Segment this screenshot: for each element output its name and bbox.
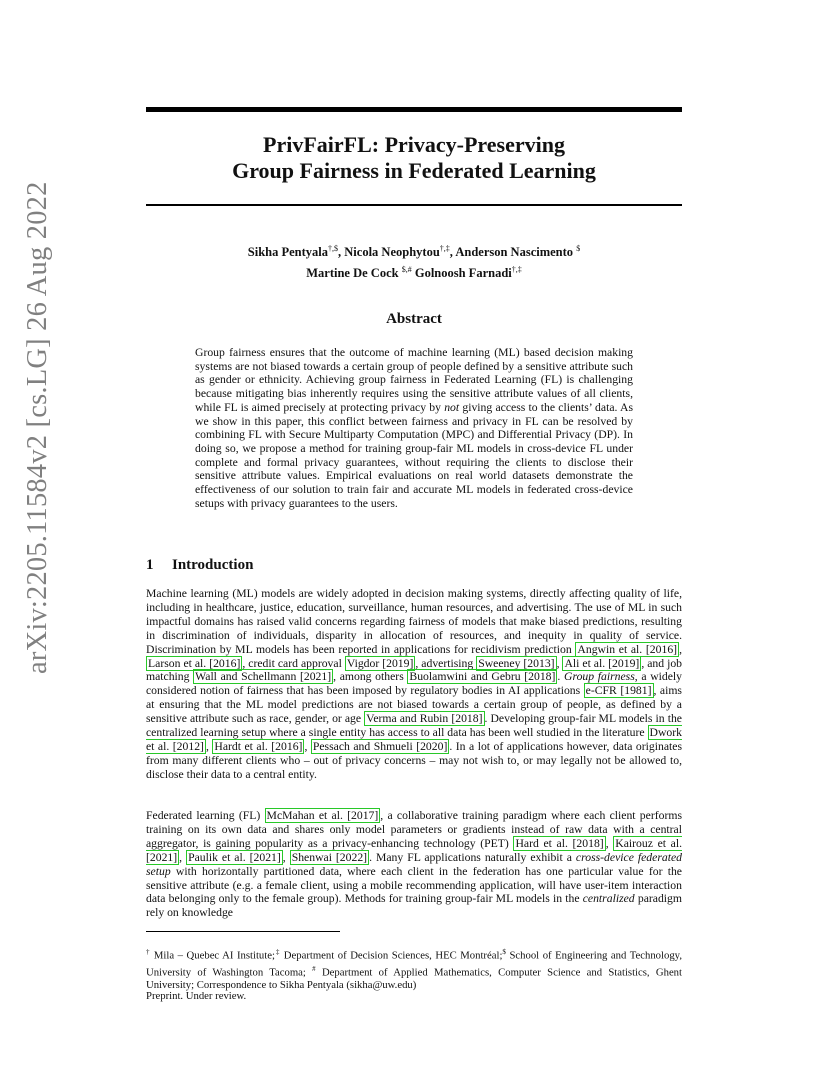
abstract-emphasis: not — [444, 400, 460, 414]
body-text: , a collaborative training paradigm where each client performs training on its own data and shares only model parameters or gradients instead of raw data with a central aggregator, is gaining popularity as a privacy-enhancing technology (PET) — [146, 809, 682, 850]
footnote-text: Mila – Quebec AI Institute; — [150, 949, 275, 962]
citation-link[interactable]: McMahan et al. [2017] — [266, 809, 379, 822]
author-affiliation-marks: †,‡ — [511, 265, 522, 275]
citation-link[interactable]: Angwin et al. [2016] — [577, 642, 678, 656]
citation-link[interactable]: Vigdor [2019] — [346, 656, 414, 670]
paper-title — [146, 132, 682, 184]
body-text: . In a lot of applications however, data originates from many different clients who – out of privacy concerns – may not wish to, or may legally not be allowed to, disclose their data to a central entity. — [146, 739, 682, 781]
section-title: Introduction — [172, 557, 254, 573]
body-text: paradigm rely on knowledge — [146, 892, 682, 920]
footnote-text: Department of Decision Sciences, HEC Montréal; — [280, 949, 503, 962]
footnote-mark: $ — [502, 948, 506, 956]
citation-link[interactable]: Kairouz et al. [2021] — [146, 836, 682, 864]
footnote-mark: † — [146, 948, 151, 956]
footnote-text: School of Engineering and Technology, University of Washington Tacoma; — [146, 949, 682, 979]
body-text: , — [282, 850, 290, 864]
preprint-note: Preprint. Under review. — [146, 990, 247, 1002]
body-text: , a widely considered notion of fairness that has been imposed by regulatory bodies in AI applications — [146, 670, 683, 698]
citation-link[interactable]: Verma and Rubin [2018] — [366, 712, 483, 726]
author-line-2 — [146, 261, 682, 282]
footnote-text: Department of Applied Mathematics, Computer Science and Statistics, Ghent University; Correspondence to Sikha Pentyala (sikha@uw.edu) — [146, 966, 682, 992]
citation-link[interactable]: Paulik et al. [2021] — [188, 850, 281, 864]
body-emphasis: centralized — [582, 892, 635, 906]
citation-link[interactable]: Pessach and Shmueli [2020] — [312, 739, 448, 753]
body-emphasis: Group fairness — [564, 670, 635, 684]
citation-link[interactable]: Dwork et al. [2012] — [146, 726, 682, 753]
section-number: 1 — [146, 557, 154, 573]
author-name: Nicola Neophytou — [344, 245, 440, 260]
title-bottom-rule — [146, 204, 682, 206]
arxiv-identifier-stamp: arXiv:2205.11584v2 [cs.LG] 26 Aug 2022 — [22, 181, 53, 674]
body-text: , — [179, 850, 187, 864]
citation-link[interactable]: Wall and Schellmann [2021] — [195, 670, 332, 684]
abstract-text-part: giving access to the clients’ data. As we show in this paper, this conflict between fairness and privacy in FL can be resolved by combining FL with Secure Multiparty Computation (MPC) and Differential Privacy (DP). In doing so, we propose a method for training group-fair ML models in cross-device FL under complete and formal privacy guarantees, without requiring the clients to disclose their sensitive attribute values. Empirical evaluations on real world datasets demonstrate the effectiveness of our solution to train fair and accurate ML models in federated cross-device setups with privacy guarantees to the users. — [195, 400, 633, 510]
body-text: , advertising — [415, 656, 477, 670]
footnote-mark: # — [312, 964, 316, 973]
author-line-1: Sikha Pentyala†,$, Nicola Neophytou†,‡, Anderson Nascimento $ — [247, 244, 581, 260]
title-top-rule — [146, 107, 682, 112]
affiliations-footnote — [146, 946, 682, 992]
author-name: Anderson Nascimento — [455, 245, 574, 260]
author-list — [146, 240, 682, 282]
body-text: , aims at ensuring that the ML model predictions are not biased towards a certain group of people, as defined by a sensitive attribute such as race, gender, or age — [146, 684, 682, 726]
citation-link[interactable]: Hardt et al. [2016] — [214, 739, 303, 753]
abstract-heading: Abstract — [386, 311, 442, 327]
body-text: . Developing group-fair ML models in the centralized learning setup where a single entity has access to all data has been well studied in the literature — [146, 712, 682, 740]
body-text: , — [605, 836, 614, 850]
body-text: , — [205, 739, 213, 753]
citation-link[interactable]: Ali et al. [2019] — [564, 656, 640, 670]
citation-link[interactable]: Shenwai [2022] — [291, 850, 368, 864]
body-text: with horizontally partitioned data, where each client in the federation has one particular value for the sensitive attribute (e.g. a female client, using a mobile recommending application, will have user-item interaction data belonging only to the female group). Methods for training group-fair ML models in the — [146, 864, 682, 906]
citation-link[interactable]: Buolamwini and Gebru [2018] — [409, 670, 556, 684]
citation-link[interactable]: Hard et al. [2018] — [515, 836, 604, 850]
intro-paragraph-1 — [146, 587, 682, 782]
author-affiliation-marks: †,‡ — [439, 244, 450, 253]
body-text: , among others — [333, 670, 408, 684]
body-text: , — [679, 642, 682, 656]
citation-link[interactable]: Sweeney [2013] — [478, 656, 555, 670]
author-name: Golnoosh Farnadi — [414, 266, 512, 281]
body-text: , — [304, 739, 311, 753]
body-text: , credit card approval — [242, 656, 345, 670]
author-affiliation-marks: $,# — [401, 265, 412, 275]
body-text: Machine learning (ML) models are widely adopted in decision making systems, directly affecting quality of life, including in healthcare, justice, education, surveillance, human resources, and advertising. The use of ML in such impactful domains has raised valid concerns regarding fairness of models that make biased predictions, resulting in discrimination of individuals, disparity in allocation of resources, and inequity in quality of service. Discrimination by ML models has been reported in applications for recidivism prediction — [146, 587, 682, 656]
body-text: , — [556, 656, 563, 670]
abstract-text-part: Group fairness ensures that the outcome of machine learning (ML) based decision making systems are not biased towards a certain group of people defined by a sensitive attribute such as gender or ethnicity. Achieving group fairness in Federated Learning (FL) is challenging because mitigating bias inherently requires using the sensitive attribute values of all clients, while FL is aimed precisely at protecting privacy by — [195, 346, 633, 414]
author-name: Martine De Cock — [306, 266, 399, 281]
body-text: . Many FL applications naturally exhibit a — [369, 850, 576, 864]
body-text: Federated learning (FL) — [146, 809, 265, 822]
body-text: , and job matching — [146, 656, 683, 684]
intro-paragraph-2 — [146, 809, 682, 920]
title-line-2: Group Fairness in Federated Learning — [232, 158, 596, 183]
citation-link[interactable]: Larson et al. [2016] — [148, 656, 241, 670]
footnote-rule — [146, 931, 340, 932]
footnote-mark: ‡ — [274, 948, 281, 956]
author-name: Sikha Pentyala — [247, 245, 329, 260]
author-affiliation-marks: $ — [576, 244, 581, 253]
abstract-text — [195, 346, 633, 510]
author-affiliation-marks: †,$ — [328, 244, 339, 253]
title-line-1: PrivFairFL: Privacy-Preserving — [263, 132, 565, 157]
citation-link[interactable]: e-CFR [1981] — [585, 684, 652, 698]
body-emphasis: cross-device federated setup — [146, 850, 683, 878]
section-heading — [146, 557, 253, 574]
body-text: . — [557, 670, 565, 684]
